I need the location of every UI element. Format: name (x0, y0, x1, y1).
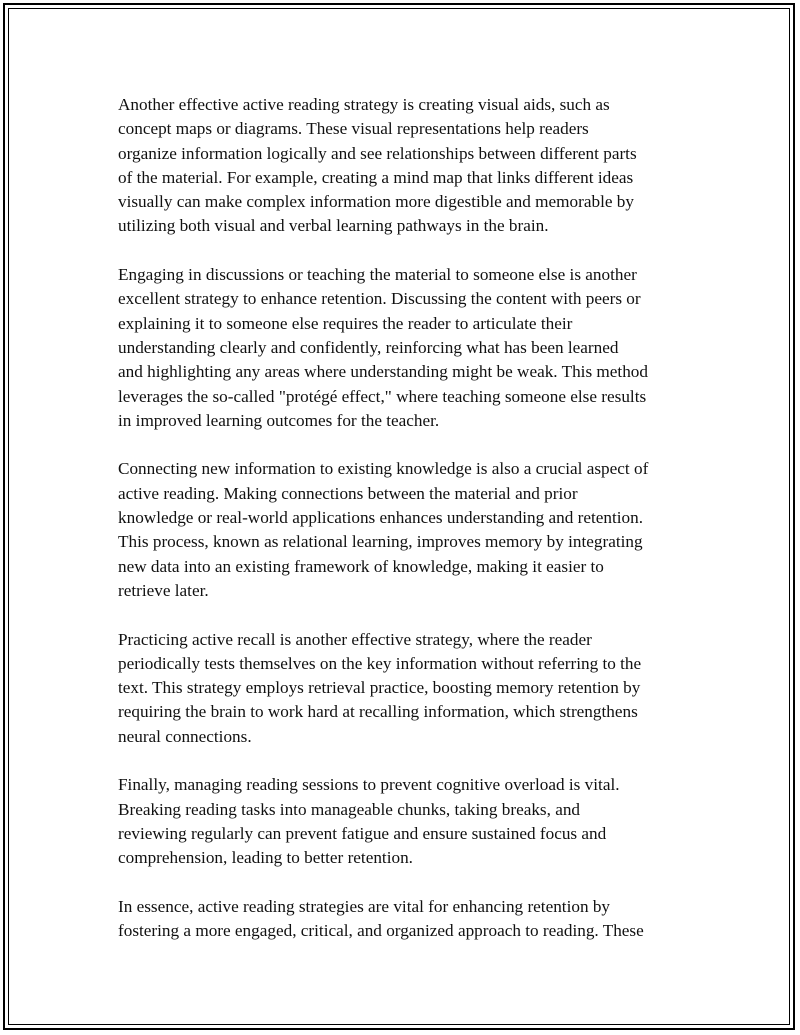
document-body (118, 93, 690, 968)
paragraph-managing-sessions: Finally, managing reading sessions to prevent cognitive overload is vital. Breaking reading tasks into manageable chunks, taking breaks, and reviewing regularly can prevent fatigue and ensure sustained focus and comprehension, leading to better retention. (118, 775, 620, 868)
paragraph-in-essence: In essence, active reading strategies are vital for enhancing retention by fostering a more engaged, critical, and organized approach to reading. These (118, 896, 644, 941)
paragraph-discussions: Engaging in discussions or teaching the material to someone else is another excellent strategy to enhance retention. Discussing the content with peers or explaining it to someone else requires the reader to articulate their understanding clearly and confidently, reinforcing what has been learned and highlighting any areas where understanding might be weak. This method leverages the so-called "protégé effect," where teaching someone else results in improved learning outcomes for the teacher. (118, 265, 648, 430)
paragraph-active-recall: Practicing active recall is another effective strategy, where the reader periodically tests themselves on the key information without referring to the text. This strategy employs retrieval practice, boosting memory retention by requiring the brain to work hard at recalling information, which strengthens neural connections. (118, 629, 642, 746)
paragraph-visual-aids: Another effective active reading strategy is creating visual aids, such as concept maps or diagrams. These visual representations help readers organize information logically and see relationships between different parts of the material. For example, creating a mind map that links different ideas visually can make complex information more digestible and memorable by utilizing both visual and verbal learning pathways in the brain. (118, 95, 637, 236)
paragraph-connecting-knowledge: Connecting new information to existing knowledge is also a crucial aspect of active reading. Making connections between the material and prior knowledge or real-world applications enhances understanding and retention. This process, known as relational learning, improves memory by integrating new data into an existing framework of knowledge, making it easier to retrieve later. (118, 459, 649, 600)
